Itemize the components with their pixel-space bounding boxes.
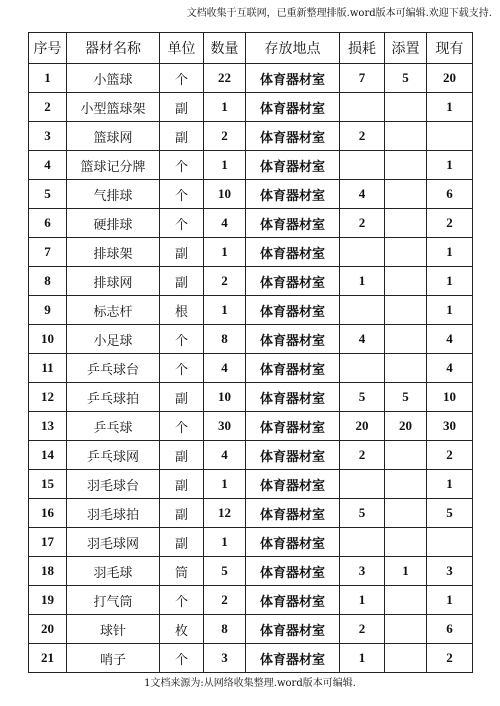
cell-current: 2 — [427, 209, 473, 238]
cell-index: 12 — [29, 383, 67, 412]
cell-unit: 副 — [160, 267, 204, 296]
cell-quantity: 2 — [204, 586, 246, 615]
cell-current: 1 — [427, 267, 473, 296]
cell-current: 1 — [427, 151, 473, 180]
cell-current: 3 — [427, 557, 473, 586]
col-header-added: 添置 — [385, 33, 427, 64]
cell-index: 6 — [29, 209, 67, 238]
cell-unit: 副 — [160, 122, 204, 151]
cell-location: 体育器材室 — [246, 644, 340, 673]
cell-loss — [340, 93, 385, 122]
cell-current: 6 — [427, 180, 473, 209]
header-note: 文档收集于互联网，已重新整理排版.word版本可编辑.欢迎下载支持. — [186, 8, 492, 19]
cell-quantity: 1 — [204, 151, 246, 180]
cell-index: 18 — [29, 557, 67, 586]
col-header-loss: 损耗 — [340, 33, 385, 64]
cell-added — [385, 354, 427, 383]
table-row — [29, 412, 473, 441]
cell-unit: 副 — [160, 238, 204, 267]
cell-location: 体育器材室 — [246, 151, 340, 180]
cell-added: 5 — [385, 64, 427, 93]
cell-current: 1 — [427, 296, 473, 325]
cell-quantity: 10 — [204, 383, 246, 412]
cell-unit: 个 — [160, 64, 204, 93]
cell-location: 体育器材室 — [246, 122, 340, 151]
table-row — [29, 499, 473, 528]
cell-current: 2 — [427, 644, 473, 673]
cell-added — [385, 238, 427, 267]
cell-added — [385, 499, 427, 528]
table-row — [29, 557, 473, 586]
cell-quantity: 8 — [204, 325, 246, 354]
cell-loss — [340, 151, 385, 180]
cell-added — [385, 441, 427, 470]
cell-loss — [340, 238, 385, 267]
cell-index: 21 — [29, 644, 67, 673]
cell-location: 体育器材室 — [246, 586, 340, 615]
cell-loss: 2 — [340, 441, 385, 470]
table-row — [29, 644, 473, 673]
cell-quantity: 1 — [204, 238, 246, 267]
cell-unit: 筒 — [160, 557, 204, 586]
cell-added — [385, 325, 427, 354]
cell-quantity: 4 — [204, 209, 246, 238]
footer-note: 1文档来源为:从网络收集整理.word版本可编辑. — [144, 678, 356, 689]
cell-location: 体育器材室 — [246, 441, 340, 470]
cell-location: 体育器材室 — [246, 64, 340, 93]
cell-location: 体育器材室 — [246, 267, 340, 296]
cell-added: 5 — [385, 383, 427, 412]
cell-index: 20 — [29, 615, 67, 644]
cell-added — [385, 296, 427, 325]
cell-quantity: 8 — [204, 615, 246, 644]
cell-location: 体育器材室 — [246, 412, 340, 441]
cell-unit: 个 — [160, 354, 204, 383]
cell-index: 16 — [29, 499, 67, 528]
table-row — [29, 528, 473, 557]
table-row — [29, 267, 473, 296]
table-row — [29, 122, 473, 151]
table-row — [29, 586, 473, 615]
cell-quantity: 1 — [204, 93, 246, 122]
cell-added — [385, 122, 427, 151]
cell-added — [385, 615, 427, 644]
cell-unit: 个 — [160, 325, 204, 354]
cell-quantity: 4 — [204, 354, 246, 383]
cell-index: 8 — [29, 267, 67, 296]
cell-unit: 副 — [160, 499, 204, 528]
cell-item-name: 羽毛球 — [67, 557, 160, 586]
cell-unit: 副 — [160, 441, 204, 470]
cell-location: 体育器材室 — [246, 93, 340, 122]
cell-loss — [340, 296, 385, 325]
cell-unit: 副 — [160, 93, 204, 122]
cell-added — [385, 586, 427, 615]
cell-current: 1 — [427, 470, 473, 499]
cell-item-name: 乒乓球台 — [67, 354, 160, 383]
cell-item-name: 球针 — [67, 615, 160, 644]
cell-index: 2 — [29, 93, 67, 122]
cell-unit: 根 — [160, 296, 204, 325]
cell-loss: 4 — [340, 325, 385, 354]
cell-loss — [340, 528, 385, 557]
cell-current: 20 — [427, 64, 473, 93]
cell-location: 体育器材室 — [246, 557, 340, 586]
cell-item-name: 气排球 — [67, 180, 160, 209]
cell-item-name: 排球网 — [67, 267, 160, 296]
cell-quantity: 1 — [204, 528, 246, 557]
cell-loss: 5 — [340, 383, 385, 412]
cell-item-name: 羽毛球台 — [67, 470, 160, 499]
cell-current: 1 — [427, 93, 473, 122]
cell-added — [385, 180, 427, 209]
cell-added — [385, 267, 427, 296]
cell-index: 5 — [29, 180, 67, 209]
cell-index: 9 — [29, 296, 67, 325]
cell-index: 7 — [29, 238, 67, 267]
cell-item-name: 小篮球 — [67, 64, 160, 93]
cell-unit: 个 — [160, 644, 204, 673]
cell-current: 1 — [427, 238, 473, 267]
cell-current: 6 — [427, 615, 473, 644]
cell-loss: 2 — [340, 209, 385, 238]
table-row — [29, 325, 473, 354]
cell-loss: 3 — [340, 557, 385, 586]
cell-added — [385, 644, 427, 673]
cell-current: 4 — [427, 325, 473, 354]
col-header-quantity: 数量 — [204, 33, 246, 64]
cell-item-name: 打气筒 — [67, 586, 160, 615]
table-row — [29, 180, 473, 209]
cell-loss: 1 — [340, 586, 385, 615]
table-row — [29, 296, 473, 325]
cell-item-name: 羽毛球拍 — [67, 499, 160, 528]
cell-location: 体育器材室 — [246, 296, 340, 325]
cell-unit: 副 — [160, 470, 204, 499]
cell-item-name: 篮球记分牌 — [67, 151, 160, 180]
cell-current: 1 — [427, 586, 473, 615]
cell-location: 体育器材室 — [246, 383, 340, 412]
cell-item-name: 篮球网 — [67, 122, 160, 151]
col-header-index: 序号 — [29, 33, 67, 64]
cell-item-name: 排球架 — [67, 238, 160, 267]
col-header-unit: 单位 — [160, 33, 204, 64]
col-header-location: 存放地点 — [246, 33, 340, 64]
cell-location: 体育器材室 — [246, 325, 340, 354]
cell-item-name: 羽毛球网 — [67, 528, 160, 557]
cell-loss: 7 — [340, 64, 385, 93]
cell-current — [427, 122, 473, 151]
cell-item-name: 硬排球 — [67, 209, 160, 238]
cell-index: 17 — [29, 528, 67, 557]
cell-loss: 20 — [340, 412, 385, 441]
cell-current: 5 — [427, 499, 473, 528]
cell-loss: 1 — [340, 644, 385, 673]
cell-index: 11 — [29, 354, 67, 383]
cell-location: 体育器材室 — [246, 470, 340, 499]
cell-added — [385, 470, 427, 499]
cell-item-name: 小足球 — [67, 325, 160, 354]
cell-location: 体育器材室 — [246, 180, 340, 209]
cell-loss — [340, 354, 385, 383]
cell-loss: 5 — [340, 499, 385, 528]
cell-quantity: 2 — [204, 267, 246, 296]
cell-unit: 枚 — [160, 615, 204, 644]
cell-quantity: 1 — [204, 470, 246, 499]
table-row — [29, 383, 473, 412]
cell-index: 19 — [29, 586, 67, 615]
cell-quantity: 12 — [204, 499, 246, 528]
cell-location: 体育器材室 — [246, 499, 340, 528]
cell-current: 30 — [427, 412, 473, 441]
cell-loss: 2 — [340, 122, 385, 151]
cell-index: 10 — [29, 325, 67, 354]
cell-unit: 个 — [160, 412, 204, 441]
cell-loss: 2 — [340, 615, 385, 644]
cell-index: 15 — [29, 470, 67, 499]
cell-loss: 4 — [340, 180, 385, 209]
cell-location: 体育器材室 — [246, 238, 340, 267]
col-header-name: 器材名称 — [67, 33, 160, 64]
cell-quantity: 2 — [204, 122, 246, 151]
cell-item-name: 乒乓球 — [67, 412, 160, 441]
cell-current: 10 — [427, 383, 473, 412]
cell-added: 20 — [385, 412, 427, 441]
cell-quantity: 30 — [204, 412, 246, 441]
cell-index: 14 — [29, 441, 67, 470]
cell-unit: 个 — [160, 180, 204, 209]
cell-unit: 个 — [160, 209, 204, 238]
cell-item-name: 乒乓球网 — [67, 441, 160, 470]
cell-loss — [340, 470, 385, 499]
cell-added — [385, 151, 427, 180]
table-header-row — [29, 33, 473, 64]
cell-quantity: 1 — [204, 296, 246, 325]
cell-current: 2 — [427, 441, 473, 470]
cell-quantity: 4 — [204, 441, 246, 470]
cell-unit: 个 — [160, 586, 204, 615]
cell-index: 4 — [29, 151, 67, 180]
table-row — [29, 615, 473, 644]
cell-location: 体育器材室 — [246, 209, 340, 238]
cell-item-name: 标志杆 — [67, 296, 160, 325]
equipment-inventory-table — [28, 32, 473, 673]
col-header-current: 现有 — [427, 33, 473, 64]
cell-added — [385, 528, 427, 557]
table-row — [29, 354, 473, 383]
cell-quantity: 10 — [204, 180, 246, 209]
cell-location: 体育器材室 — [246, 615, 340, 644]
table-row — [29, 64, 473, 93]
cell-item-name: 哨子 — [67, 644, 160, 673]
table-row — [29, 93, 473, 122]
cell-item-name: 乒乓球拍 — [67, 383, 160, 412]
cell-added — [385, 93, 427, 122]
cell-item-name: 小型篮球架 — [67, 93, 160, 122]
cell-location: 体育器材室 — [246, 354, 340, 383]
table-row — [29, 238, 473, 267]
table-row — [29, 470, 473, 499]
cell-index: 13 — [29, 412, 67, 441]
cell-unit: 副 — [160, 528, 204, 557]
cell-unit: 个 — [160, 151, 204, 180]
cell-added: 1 — [385, 557, 427, 586]
cell-quantity: 3 — [204, 644, 246, 673]
cell-current — [427, 528, 473, 557]
cell-index: 1 — [29, 64, 67, 93]
cell-added — [385, 209, 427, 238]
table-row — [29, 441, 473, 470]
cell-loss: 1 — [340, 267, 385, 296]
table-row — [29, 151, 473, 180]
cell-quantity: 22 — [204, 64, 246, 93]
cell-quantity: 5 — [204, 557, 246, 586]
cell-index: 3 — [29, 122, 67, 151]
cell-current: 4 — [427, 354, 473, 383]
cell-location: 体育器材室 — [246, 528, 340, 557]
table-row — [29, 209, 473, 238]
cell-unit: 副 — [160, 383, 204, 412]
